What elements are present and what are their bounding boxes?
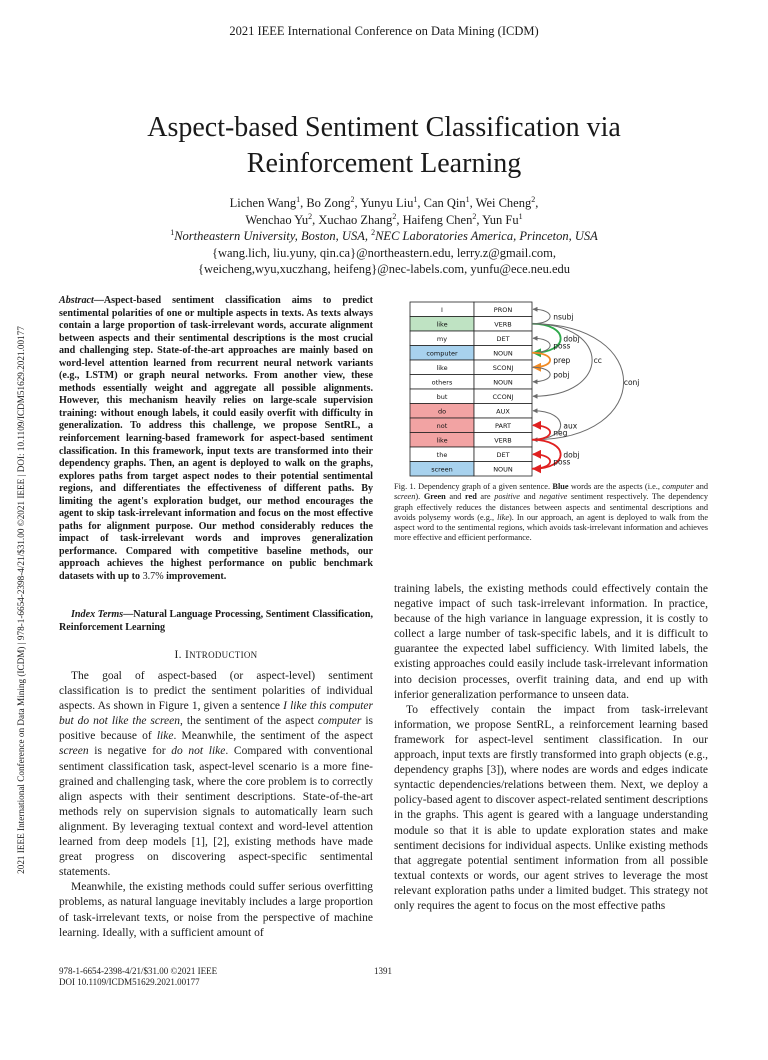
text-run: and bbox=[445, 492, 465, 502]
author-name: Wei Cheng bbox=[475, 196, 532, 210]
text-run: screen bbox=[394, 492, 416, 502]
word-label: do bbox=[437, 407, 447, 416]
paper-title bbox=[60, 110, 708, 182]
author-line-1: Lichen Wang$^1$, Bo Zong$^2$, Yunyu Liu$^1$, Can Qin$^1$, Wei Cheng$^2$, bbox=[229, 194, 539, 210]
right-paragraph-2: To effectively contain the impact from task-irrelevant information, we propose SentRL, a reinforcement learning based framework for aspect-level sentiment classification. In our approach, input texts are firstly transformed into graph objects (e.g., dependency graphs [3]), where nodes are words and edges indicate syntactic dependencies/relations between them. Next, we deploy a policy-based agent to discover aspect-related sentiment descriptions in the graphs. This agent is geared with a language understanding module so that it is able to update exploration states and make sentiment decisions for individual aspects. Unlike existing methods that aggregate potential sentiment information from all possible textual contexts or words, our agent strives to leverage the most relevant exploration paths under a limited budget. This strategy not only requires the agent to focus on the most effective paths bbox=[394, 703, 708, 912]
affiliation-1: Northeastern University, Boston, USA, bbox=[174, 229, 372, 243]
introduction-text bbox=[59, 669, 373, 941]
word-label: I bbox=[441, 305, 443, 314]
edge-label: conj bbox=[623, 377, 640, 387]
text-run: ). bbox=[415, 492, 424, 502]
intro-paragraph-1 bbox=[59, 669, 373, 880]
emails-line-1: {wang.lich, liu.yuny, qin.ca}@northeastern.edu, lerry.z@gmail.com, bbox=[211, 245, 557, 260]
edge-label: nsubj bbox=[553, 312, 574, 322]
text-run: The goal of aspect-based (or aspect-level) sentiment classification is to predict the sentiment polarities of individual aspects. As shown in Figure 1, given a sentence bbox=[59, 670, 373, 713]
index-terms-text: —Natural Language Processing, Sentiment Classification, Reinforcement Learning bbox=[59, 609, 373, 633]
footer-copyright bbox=[59, 966, 217, 988]
word-label: computer bbox=[426, 349, 458, 358]
pos-label: AUX bbox=[496, 407, 510, 416]
word-label: like bbox=[436, 363, 448, 372]
text-run: Blue bbox=[552, 482, 569, 491]
text-run: sentiment respectively. The dependency graph effectively reduces the distances between aspects and sentimental descriptions and avoids polysemy words (e.g., bbox=[394, 492, 708, 522]
author-name: Haifeng Chen bbox=[402, 212, 473, 227]
footer-doi: DOI 10.1109/ICDM51629.2021.00177 bbox=[59, 977, 200, 987]
index-terms-label: Index Terms bbox=[71, 609, 124, 620]
title-line-2: Reinforcement Learning bbox=[246, 148, 522, 179]
pos-label: CCONJ bbox=[492, 392, 514, 401]
text-run: like bbox=[497, 512, 510, 522]
text-run: and bbox=[520, 492, 540, 502]
word-label: others bbox=[431, 378, 453, 387]
footer-isbn: 978-1-6654-2398-4/21/$31.00 ©2021 IEEE bbox=[59, 966, 218, 976]
edge-label: neg bbox=[553, 428, 568, 438]
abstract-tail: improvement. bbox=[163, 571, 227, 583]
text-run: like bbox=[156, 730, 174, 743]
author-affiliation-marker: 1 bbox=[518, 211, 523, 221]
text-run: computer bbox=[662, 482, 694, 491]
edge-label: aux bbox=[563, 421, 578, 431]
author-name: Yunyu Liu bbox=[360, 196, 414, 210]
abstract-highlight: 3.7% bbox=[142, 571, 164, 583]
author-name: Yun Fu bbox=[482, 212, 519, 227]
text-run: . Meanwhile, the sentiment of the aspect bbox=[173, 730, 374, 743]
author-name: Bo Zong bbox=[306, 196, 351, 210]
word-label: my bbox=[436, 334, 448, 343]
text-run: is positive because of bbox=[59, 715, 374, 743]
title-line-1: Aspect-based Sentiment Classification via bbox=[147, 112, 621, 143]
section-number: I. bbox=[174, 649, 182, 661]
author-block bbox=[60, 195, 708, 278]
right-paragraph-1: training labels, the existing methods could effectively contain the negative impact of such task-irrelevant information. In practice, because of the high variance in language expression, it is costly to collect a large number of task-specific labels, and it is difficult to guarantee the expected label sufficiency. With limited labels, the existing approaches could easily include task-irrelevant information into decision processes, overfit training data, and end up with inferior generalization performance to unseen data. bbox=[394, 583, 708, 701]
text-run: negative bbox=[539, 492, 568, 502]
right-column-text bbox=[394, 582, 708, 914]
text-run: and bbox=[693, 482, 708, 491]
index-terms bbox=[59, 609, 373, 634]
pos-label: PRON bbox=[493, 305, 513, 314]
author-affiliation-marker: 1 bbox=[296, 194, 301, 204]
text-run: Fig. 1. Dependency graph of a given sentence. bbox=[394, 482, 553, 491]
pos-label: NOUN bbox=[493, 465, 513, 474]
author-affiliation-marker: 2 bbox=[531, 194, 536, 204]
author-name: Xuchao Zhang bbox=[318, 212, 393, 227]
author-affiliation-marker: 2 bbox=[308, 211, 313, 221]
page-number: 1391 bbox=[374, 966, 392, 976]
text-run: positive bbox=[494, 492, 520, 502]
intro-paragraph-2: Meanwhile, the existing methods could suffer serious overfitting problems, as natural language inevitably includes a large proportion of task-irrelevant texts, or noise from the perspective of machine learning. Ideally, with a sufficient amount of bbox=[59, 881, 373, 939]
text-run: red bbox=[464, 492, 477, 502]
word-label: screen bbox=[431, 465, 453, 474]
edge-label: poss bbox=[553, 341, 571, 351]
edge-label: pobj bbox=[553, 370, 570, 380]
text-run: are bbox=[476, 492, 495, 502]
text-run: Green bbox=[423, 492, 446, 502]
affiliation-2-marker: 2 bbox=[371, 227, 376, 237]
text-run: do not like bbox=[171, 745, 226, 758]
word-label: like bbox=[436, 436, 448, 445]
dependency-graph-figure bbox=[404, 298, 704, 478]
dependency-edge bbox=[532, 309, 550, 324]
author-name: Can Qin bbox=[423, 196, 466, 210]
edge-label: prep bbox=[553, 356, 571, 365]
affiliation-2: NEC Laboratories America, Princeton, USA bbox=[375, 229, 598, 243]
figure-caption bbox=[394, 482, 708, 544]
text-run: I like this computer but do not like the screen bbox=[59, 700, 373, 728]
author-name: Wenchao Yu bbox=[245, 212, 309, 227]
emails-line-2: {weicheng,wyu,xuczhang, heifeng}@nec-labels.com, yunfu@ece.neu.edu bbox=[197, 262, 571, 276]
text-run: words are the aspects (i.e., bbox=[568, 482, 663, 491]
pos-label: VERB bbox=[494, 320, 512, 329]
word-label: but bbox=[436, 392, 448, 401]
dependency-edge bbox=[532, 353, 550, 368]
text-run: ). In our approach, an agent is deployed to walk from the aspect word to the sentimental regions, which avoids task-irrelevant information and achieves more effective and efficient performance. bbox=[394, 512, 708, 543]
author-affiliation-marker: 1 bbox=[465, 194, 470, 204]
pos-label: PART bbox=[495, 421, 511, 430]
section-heading bbox=[59, 649, 373, 661]
conference-header: 2021 IEEE International Conference on Data Mining (ICDM) bbox=[229, 24, 539, 38]
abstract-label: Abstract bbox=[59, 295, 94, 306]
pos-label: NOUN bbox=[493, 378, 513, 387]
word-label: the bbox=[436, 450, 448, 459]
author-affiliation-marker: 2 bbox=[472, 211, 477, 221]
word-label: not bbox=[436, 421, 448, 430]
abstract-text: —Aspect-based sentiment classification aims to predict sentimental polarities of one or multiple aspects in texts. As texts always contain a large proportion of task-irrelevant words, accurate alignment between aspects and their sentimental descriptions is the most crucial and challenging step. State-of-the-art approaches are mainly based on word-level attention learned from recurrent neural network variants (e.g., LSTM) or graph neural networks. From another view, these methods essentially weight and aggregate all possible alignments. However, this mechanism heavily relies on large-scale supervision training: without enough labels, it could easily overfit with difficulty in generalization. To address this challenge, we propose SentRL, a reinforcement learning-based framework for aspect-based sentiment classification. In this framework, input texts are transformed into their dependency graphs. Then, an agent is deployed to walk on the graphs, explores paths from target aspect nodes to their potential sentimental regions, and differentiates the effectiveness of different paths. By limiting the agent's exploration budget, our method encourages the agent to skip task-irrelevant information and focus on the most effective paths for alignment purpose. Our method considerably reduces the impact of task-irrelevant words and improves generalization performance. Compared with competitive baseline methods, our approach achieves the highest performance on public benchmark datasets with up to bbox=[59, 295, 373, 583]
affiliation-1-marker: 1 bbox=[170, 227, 175, 237]
edge-label: dobj bbox=[563, 450, 580, 460]
dependency-edge bbox=[532, 367, 550, 382]
pos-label: SCONJ bbox=[492, 363, 514, 372]
pos-label: DET bbox=[496, 450, 510, 459]
section-title: INTRODUCTION bbox=[185, 649, 258, 661]
pos-label: DET bbox=[496, 334, 510, 343]
pos-label: VERB bbox=[494, 436, 512, 445]
edge-label: dobj bbox=[563, 334, 580, 344]
author-name: Lichen Wang bbox=[229, 196, 297, 210]
affiliations bbox=[60, 228, 708, 245]
edge-label: cc bbox=[593, 356, 602, 365]
edge-label: poss bbox=[553, 457, 571, 467]
text-run: is negative for bbox=[88, 745, 172, 758]
text-run: , the sentiment of the aspect bbox=[180, 715, 318, 728]
abstract bbox=[59, 295, 373, 584]
author-affiliation-marker: 2 bbox=[392, 211, 397, 221]
text-run: screen bbox=[59, 745, 89, 758]
side-margin-citation: 2021 IEEE International Conference on Data Mining (ICDM) | 978-1-6654-2398-4/21/$31.00 ©2021 IEEE | DOI: 10.1109/ICDM51629.2021.00177 bbox=[16, 326, 26, 874]
text-run: . Compared with conventional sentiment classification task, aspect-level scenario is a more fine-grained and challenging task, where the core problem is to correctly align aspects with their sentiment descriptions. State-of-the-art methods rely on supervision signals to automatically learn such alignment. By leveraging textual context and word-level attention learned from deep models [1], [2], existing methods have made great progress on discovering aspect-specific sentimental statements. bbox=[59, 745, 373, 879]
author-affiliation-marker: 1 bbox=[413, 194, 418, 204]
pos-label: NOUN bbox=[493, 349, 513, 358]
author-line-2: Wenchao Yu$^2$, Xuchao Zhang$^2$, Haifeng Chen$^2$, Yun Fu$^1$ bbox=[245, 211, 523, 227]
word-label: like bbox=[436, 320, 448, 329]
author-affiliation-marker: 2 bbox=[350, 194, 355, 204]
text-run: computer bbox=[317, 715, 362, 728]
